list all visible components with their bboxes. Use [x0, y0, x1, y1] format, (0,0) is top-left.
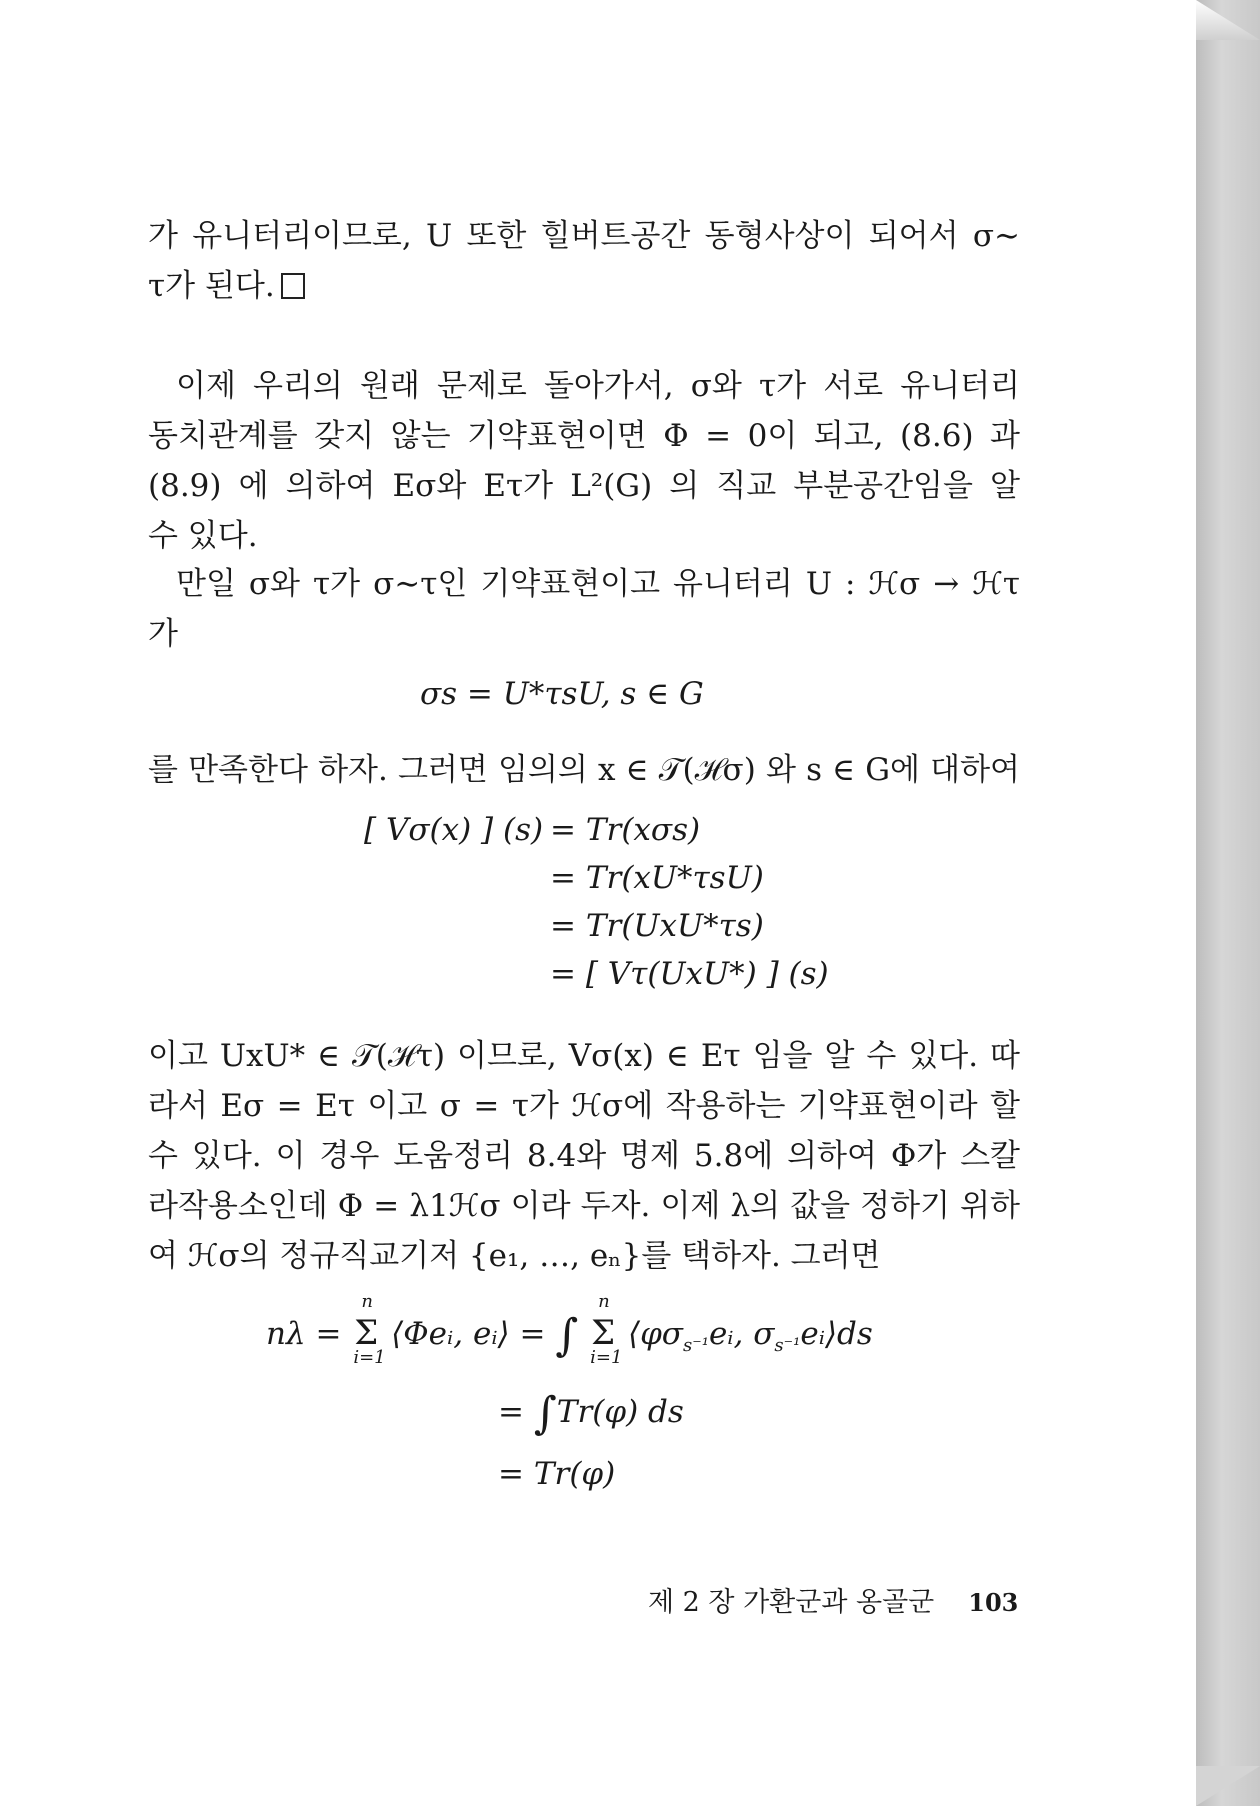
para1-line2-text: τ가 된다.: [148, 268, 275, 304]
equation3-lhs: nλ =: [266, 1316, 342, 1352]
equation2-row4: = [ Vτ(UxU*) ] (s): [550, 956, 829, 992]
para4-line1: 를 만족한다 하자. 그러면 임의의 x ∈ 𝒯(ℋσ) 와 s ∈ G에 대하여: [148, 752, 1020, 788]
equation3-row2-eq: =: [498, 1394, 524, 1430]
equation2-row2: = Tr(xU*τsU): [550, 860, 764, 896]
sum2-lower: i=1: [590, 1347, 623, 1368]
equation3-integrand-c: eᵢ⟩ds: [800, 1316, 873, 1352]
para5-line3: 수 있다. 이 경우 도움정리 8.4와 명제 5.8에 의하여 Φ가 스칼: [148, 1138, 1020, 1174]
summation-symbol-2: [588, 1291, 623, 1368]
qed-box-icon: [281, 273, 305, 299]
equation3-sub1: s⁻¹: [682, 1335, 709, 1357]
equation3-integrand-b: eᵢ, σ: [708, 1316, 775, 1352]
para2-line1: 이제 우리의 원래 문제로 돌아가서, σ와 τ가 서로 유니터리: [176, 368, 1020, 404]
equation3-row2: [498, 1388, 684, 1439]
para5-line2: 라서 Eσ = Eτ 이고 σ = τ가 ℋσ에 작용하는 기약표현이라 할: [148, 1088, 1020, 1124]
sum2-sigma: Σ: [591, 1313, 616, 1353]
sum1-lower: i=1: [353, 1347, 386, 1368]
sum1-upper: n: [361, 1291, 373, 1312]
integral-symbol-2: ∫: [533, 1388, 557, 1439]
equation3-integrand-a: ⟨φσ: [628, 1316, 683, 1352]
para2-line2: 동치관계를 갖지 않는 기약표현이면 Φ = 0이 되고, (8.6) 과: [148, 418, 1020, 454]
summation-symbol-1: [351, 1291, 386, 1368]
equation2-row3: = Tr(UxU*τs): [550, 908, 764, 944]
para2-line4: 수 있다.: [148, 518, 258, 554]
equation3-row3: = Tr(φ): [498, 1456, 616, 1492]
para2-line3: (8.9) 에 의하여 Eσ와 Eτ가 L²(G) 의 직교 부분공간임을 알: [148, 468, 1020, 504]
para5-line1: 이고 UxU* ∈ 𝒯(ℋτ) 이므로, Vσ(x) ∈ Eτ 임을 알 수 있다. 따: [148, 1038, 1020, 1074]
equation3-row2-body: Tr(φ) ds: [556, 1394, 684, 1430]
para5-line4: 라작용소인데 Φ = λ1ℋσ 이라 두자. 이제 λ의 값을 정하기 위하: [148, 1188, 1020, 1224]
para3-line2: 가: [148, 616, 178, 652]
equation3-row1: [266, 1291, 873, 1368]
equation3-sub2: s⁻¹: [774, 1335, 801, 1357]
para1-line2: [148, 260, 1020, 305]
para5-line5: 여 ℋσ의 정규직교기저 {e₁, …, eₙ}를 택하자. 그러면: [148, 1238, 881, 1274]
page-number: 103: [968, 1588, 1019, 1617]
integral-symbol-1: ∫: [555, 1310, 579, 1361]
sum2-upper: n: [598, 1291, 610, 1312]
para1-line1: 가 유니터리이므로, U 또한 힐버트공간 동형사상이 되어서 σ∼: [148, 218, 1020, 254]
equation3-inner-product: ⟨Φeᵢ, eᵢ⟩ =: [391, 1316, 546, 1352]
chapter-title: 제 2 장 가환군과 옹골군: [648, 1587, 935, 1618]
equation2-row1: = Tr(xσs): [550, 812, 701, 848]
sum1-sigma: Σ: [354, 1313, 379, 1353]
book-spine: [1196, 0, 1260, 1806]
page-footer: [648, 1580, 1018, 1619]
para3-line1: 만일 σ와 τ가 σ∼τ인 기약표현이고 유니터리 U : ℋσ → ℋτ: [176, 566, 1020, 602]
equation2-lhs: [ Vσ(x) ] (s): [364, 812, 544, 848]
equation-sigma-conjugate: σs = U*τsU, s ∈ G: [420, 676, 704, 712]
